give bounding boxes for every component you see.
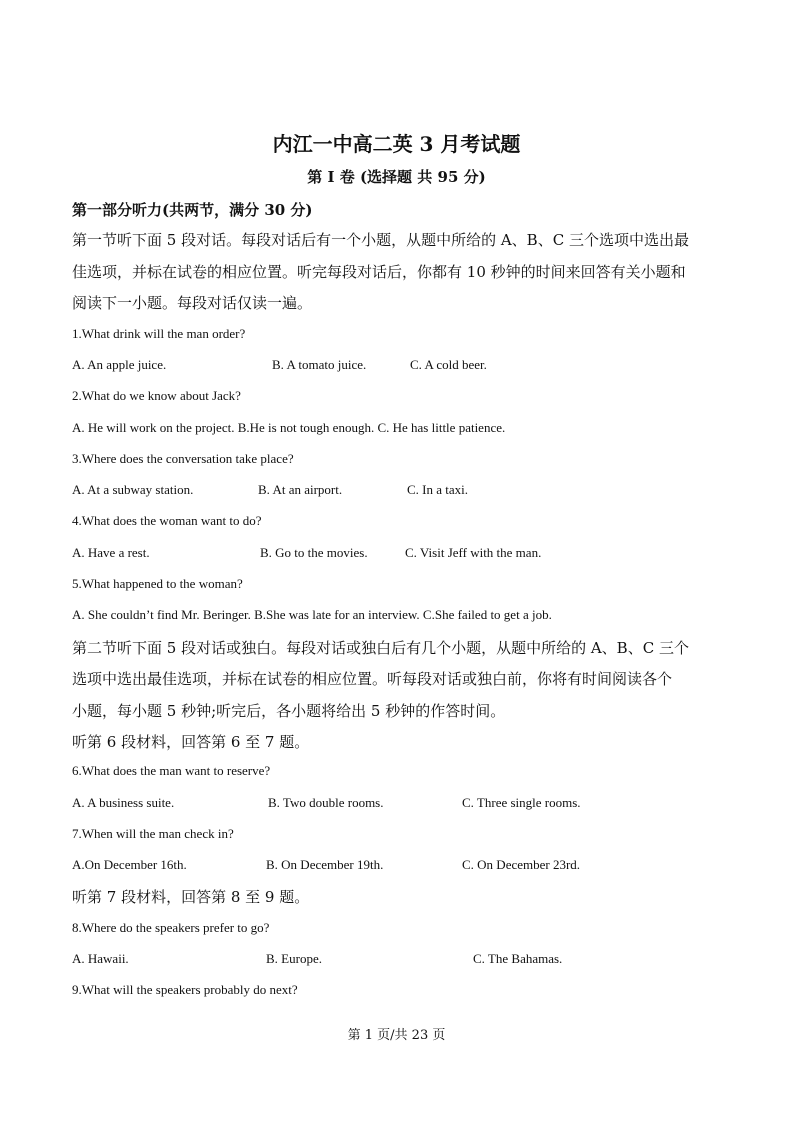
question-3: 3.Where does the conversation take place?: [72, 451, 294, 466]
q6-option-c: C. Three single rooms.: [462, 795, 581, 810]
q3-option-c: C. In a taxi.: [407, 482, 469, 497]
q5-options: A. She couldn’t find Mr. Beringer. B.She was late for an interview. C.She failed to get a job.: [72, 607, 552, 622]
q7-option-b: B. On December 19th.: [266, 857, 384, 872]
q4-option-c: C. Visit Jeff with the man.: [405, 545, 542, 560]
question-2: 2.What do we know about Jack?: [72, 388, 241, 403]
page-footer: 第 1 页/共 23 页: [347, 1028, 446, 1043]
q7-option-a: A.On December 16th.: [72, 857, 187, 872]
section2-instruction-line: 选项中选出最佳选项，并标在试卷的相应位置。听每段对话或独白前，你将有时间阅读各个: [72, 670, 673, 688]
section1-instruction-line: 佳选项，并标在试卷的相应位置。听完每段对话后，你都有 10 秒钟的时间来回答有关小题和: [72, 263, 686, 281]
section1-instruction-line: 第一节听下面 5 段对话。每段对话后有一个小题，从题中所给的 A、B、C 三个选项中选出最: [72, 231, 689, 249]
q8-option-a: A. Hawaii.: [72, 951, 129, 966]
question-9: 9.What will the speakers probably do next?: [72, 982, 298, 997]
passage-7-heading: 听第 7 段材料，回答第 8 至 9 题。: [72, 888, 310, 906]
section2-instruction-line: 第二节听下面 5 段对话或独白。每段对话或独白后有几个小题，从题中所给的 A、B、C 三个: [72, 639, 689, 657]
question-1: 1.What drink will the man order?: [72, 326, 246, 341]
q6-option-a: A. A business suite.: [72, 795, 175, 810]
section1-instruction-line: 阅读下一小题。每段对话仅读一遍。: [72, 294, 313, 312]
q1-option-c: C. A cold beer.: [410, 357, 487, 372]
question-6: 6.What does the man want to reserve?: [72, 763, 271, 778]
passage-6-heading: 听第 6 段材料，回答第 6 至 7 题。: [72, 733, 310, 751]
q4-option-b: B. Go to the movies.: [260, 545, 368, 560]
question-5: 5.What happened to the woman?: [72, 576, 243, 591]
q3-option-a: A. At a subway station.: [72, 482, 194, 497]
q1-option-b: B. A tomato juice.: [272, 357, 367, 372]
question-7: 7.When will the man check in?: [72, 826, 234, 841]
q6-option-b: B. Two double rooms.: [268, 795, 384, 810]
question-4: 4.What does the woman want to do?: [72, 513, 262, 528]
q8-option-b: B. Europe.: [266, 951, 322, 966]
question-8: 8.Where do the speakers prefer to go?: [72, 920, 270, 935]
part1-heading: 第一部分听力(共两节，满分 30 分): [72, 201, 313, 219]
q3-option-b: B. At an airport.: [258, 482, 343, 497]
q4-option-a: A. Have a rest.: [72, 545, 150, 560]
paper-subtitle: 第 I 卷 (选择题 共 95 分): [307, 168, 486, 186]
section2-instruction-line: 小题，每小题 5 秒钟;听完后，各小题将给出 5 秒钟的作答时间。: [72, 702, 506, 720]
q7-option-c: C. On December 23rd.: [462, 857, 581, 872]
q2-options: A. He will work on the project. B.He is not tough enough. C. He has little patience.: [72, 420, 506, 435]
q8-option-c: C. The Bahamas.: [473, 951, 563, 966]
exam-title: 内江一中高二英 3 月考试题: [272, 132, 521, 156]
q1-option-a: A. An apple juice.: [72, 357, 167, 372]
